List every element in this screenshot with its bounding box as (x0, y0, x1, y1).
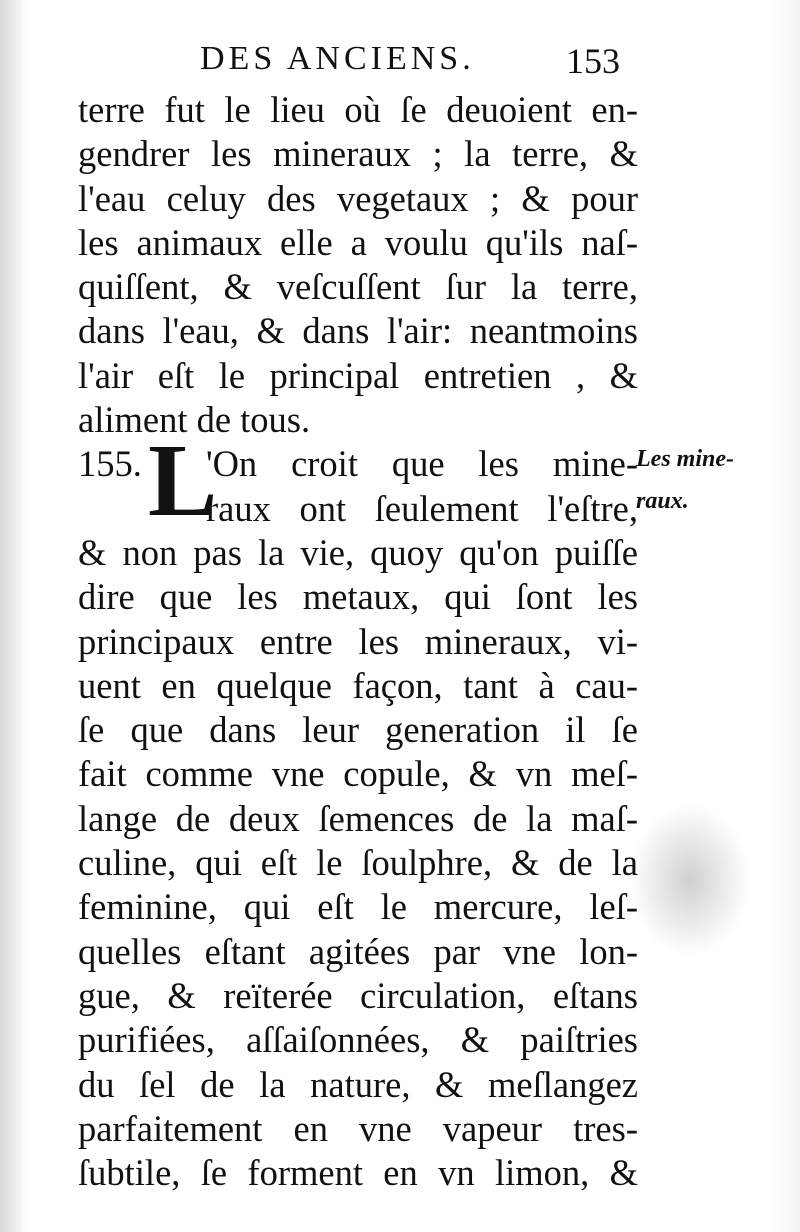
margin-note-line: Les mine- (636, 446, 734, 472)
page-header (190, 40, 620, 88)
text-line: gue, & reïterée circulation, eſtans (78, 974, 638, 1016)
text-line: culine, qui eſt le ſoulphre, & de la (78, 842, 638, 884)
text-line: & non pas la vie, quoy qu'on puiſſe (78, 531, 638, 573)
text-line: dans l'eau, & dans l'air: neantmoins (78, 310, 638, 352)
text-line: terre fut le lieu où ſe deuoient en- (78, 89, 638, 130)
text-line: lange de deux ſemences de la maſ- (78, 797, 638, 839)
page-number: 153 (566, 41, 620, 81)
text-line: ſubtile, ſe forment en vn limon, & (78, 1152, 638, 1194)
text-line: raux ont ſeulement l'eſtre, (206, 487, 638, 529)
text-line: l'eau celuy des vegetaux ; & pour (78, 177, 638, 219)
text-line: aliment de tous. (78, 399, 311, 441)
text-line: gendrer les mineraux ; la terre, & (78, 133, 638, 175)
text-line: parfaitement en vne vapeur tres- (78, 1107, 638, 1149)
text-line: 'On croit que les mine- (206, 443, 638, 485)
text-line: feminine, qui eſt le mercure, leſ- (78, 886, 638, 928)
text-block (78, 88, 638, 1195)
margin-note (636, 438, 786, 522)
section-155 (78, 423, 638, 539)
text-line: principaux entre les mineraux, vi- (78, 620, 638, 662)
drop-cap: L (148, 423, 218, 539)
text-line: du ſel de la nature, & meſlangez (78, 1063, 638, 1105)
text-line: fait comme vne copule, & vn meſ- (78, 753, 638, 795)
text-line: dire que les metaux, qui ſont les (78, 576, 638, 618)
text-line: uent en quelque façon, tant à cau- (78, 664, 638, 706)
text-line: l'air eſt le principal entretien , & (78, 354, 638, 396)
section-number: 155. (78, 443, 142, 485)
text-line: les animaux elle a voulu qu'ils naſ- (78, 221, 638, 263)
text-line: quiſſent, & veſcuſſent ſur la terre, (78, 266, 638, 308)
margin-note-line: raux. (636, 488, 689, 514)
text-line: quelles eſtant agitées par vne lon- (78, 930, 638, 972)
running-head: DES ANCIENS. (200, 40, 475, 77)
text-line: ſe que dans leur generation il ſe (78, 709, 638, 751)
page-gutter-shadow (0, 0, 22, 1232)
text-line: purifiées, aſſaiſonnées, & paiſtries (78, 1019, 638, 1061)
